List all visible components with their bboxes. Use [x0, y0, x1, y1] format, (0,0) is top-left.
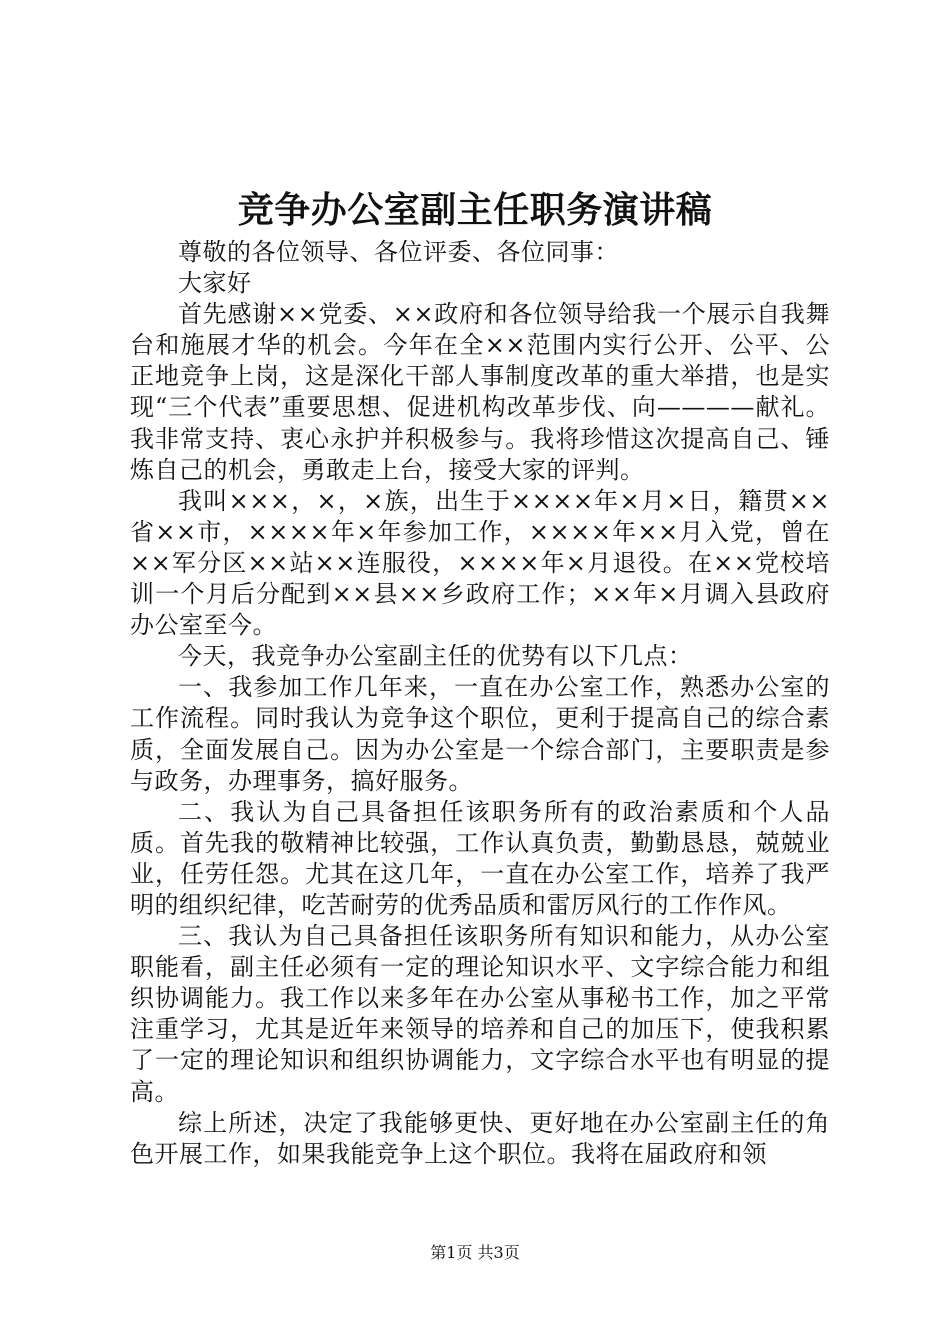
paragraph-summary: 综上所述，决定了我能够更快、更好地在办公室副主任的角色开展工作，如果我能竞争上这个职位。我将在届政府和领 [130, 1108, 830, 1168]
document-title: 竞争办公室副主任职务演讲稿 [237, 189, 713, 231]
paragraph-advantage-1: 一、我参加工作几年来，一直在办公室工作，熟悉办公室的工作流程。同时我认为竞争这个职位，更利于提高自己的综合素质，全面发展自己。因为办公室是一个综合部门，主要职责是参与政务，办理事务，搞好服务。 [130, 673, 830, 795]
document-body [130, 237, 830, 1170]
paragraph-introduction: 我叫×××，×，×族，出生于××××年×月×日，籍贯××省××市，××××年×年参加工作，××××年××月入党，曾在××军分区××站××连服役，××××年×月退役。在××党校培训一个月后分配到××县××乡政府工作；××年×月调入县政府办公室至今。 [130, 486, 830, 640]
greeting: 大家好 [178, 269, 252, 298]
paragraph-advantage-3: 三、我认为自己具备担任该职务所有知识和能力，从办公室职能看，副主任必须有一定的理论知识水平、文字综合能力和组织协调能力。我工作以来多年在办公室从事秘书工作，加之平常注重学习，尤其是近年来领导的培养和自己的加压下，使我积累了一定的理论知识和组织协调能力，文字综合水平也有明显的提高。 [130, 922, 830, 1106]
paragraph-advantages-heading: 今天，我竞争办公室副主任的优势有以下几点： [178, 642, 693, 671]
paragraph-thanks: 首先感谢××党委、××政府和各位领导给我一个展示自我舞台和施展才华的机会。今年在全××范围内实行公开、公平、公正地竞争上岗，这是深化干部人事制度改革的重大举措，也是实现“三个代表”重要思想、促进机构改革步伐、向————献礼。我非常支持、衷心永护并积极参与。我将珍惜这次提高自己、锤炼自己的机会，勇敢走上台，接受大家的评判。 [130, 300, 830, 484]
paragraph-advantage-2: 二、我认为自己具备担任该职务所有的政治素质和个人品质。首先我的敬精神比较强，工作认真负责，勤勤恳恳，兢兢业业，任劳任怨。尤其在这几年，一直在办公室工作，培养了我严明的组织纪律，吃苦耐劳的优秀品质和雷厉风行的工作作风。 [130, 797, 830, 919]
salutation: 尊敬的各位领导、各位评委、各位同事： [178, 238, 619, 266]
page-number-footer: 第1页 共3页 [430, 1243, 520, 1262]
